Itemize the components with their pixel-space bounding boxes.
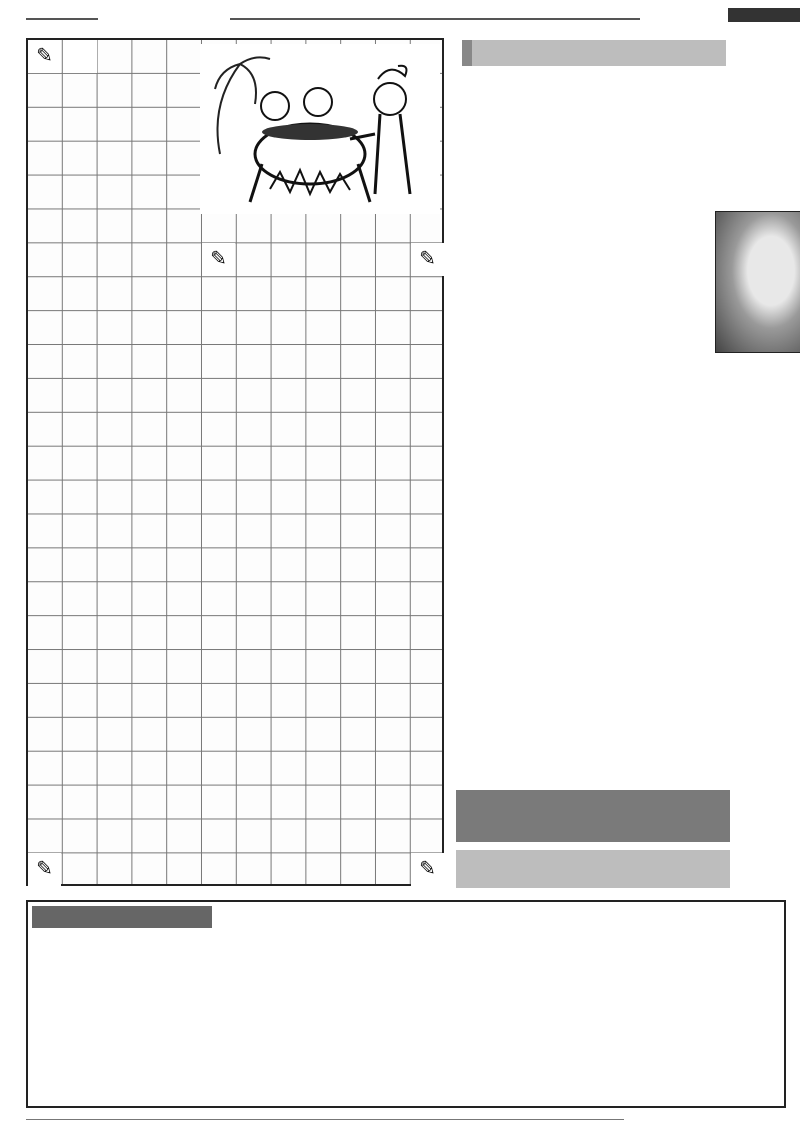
puzzle-logo-icon-5: ✎ [411, 853, 444, 886]
puzzle-number-2 [202, 277, 236, 310]
letter-s [411, 277, 445, 310]
footer-rule [26, 1119, 624, 1120]
congrats-box [456, 850, 730, 888]
cartoon-illustration [200, 44, 440, 214]
classifieds-title [32, 906, 212, 928]
puzzle-number-1 [63, 40, 97, 73]
puzzle-logo-icon-4: ✎ [28, 853, 61, 886]
puzzle-logo-icon: ✎ [28, 40, 61, 73]
portrait-photo [715, 211, 800, 353]
recipe-body [458, 211, 783, 361]
puzzle-logo-icon-3: ✎ [411, 243, 444, 276]
header-bar [728, 8, 800, 22]
puzzle-logo-icon-2: ✎ [202, 243, 235, 276]
solution-box [456, 790, 730, 842]
header-rule-middle [230, 18, 640, 20]
side-label [730, 66, 758, 226]
header-rule-left [26, 18, 98, 20]
letter-g [63, 853, 97, 886]
classifieds-section [26, 900, 786, 1108]
section-title [462, 40, 726, 66]
